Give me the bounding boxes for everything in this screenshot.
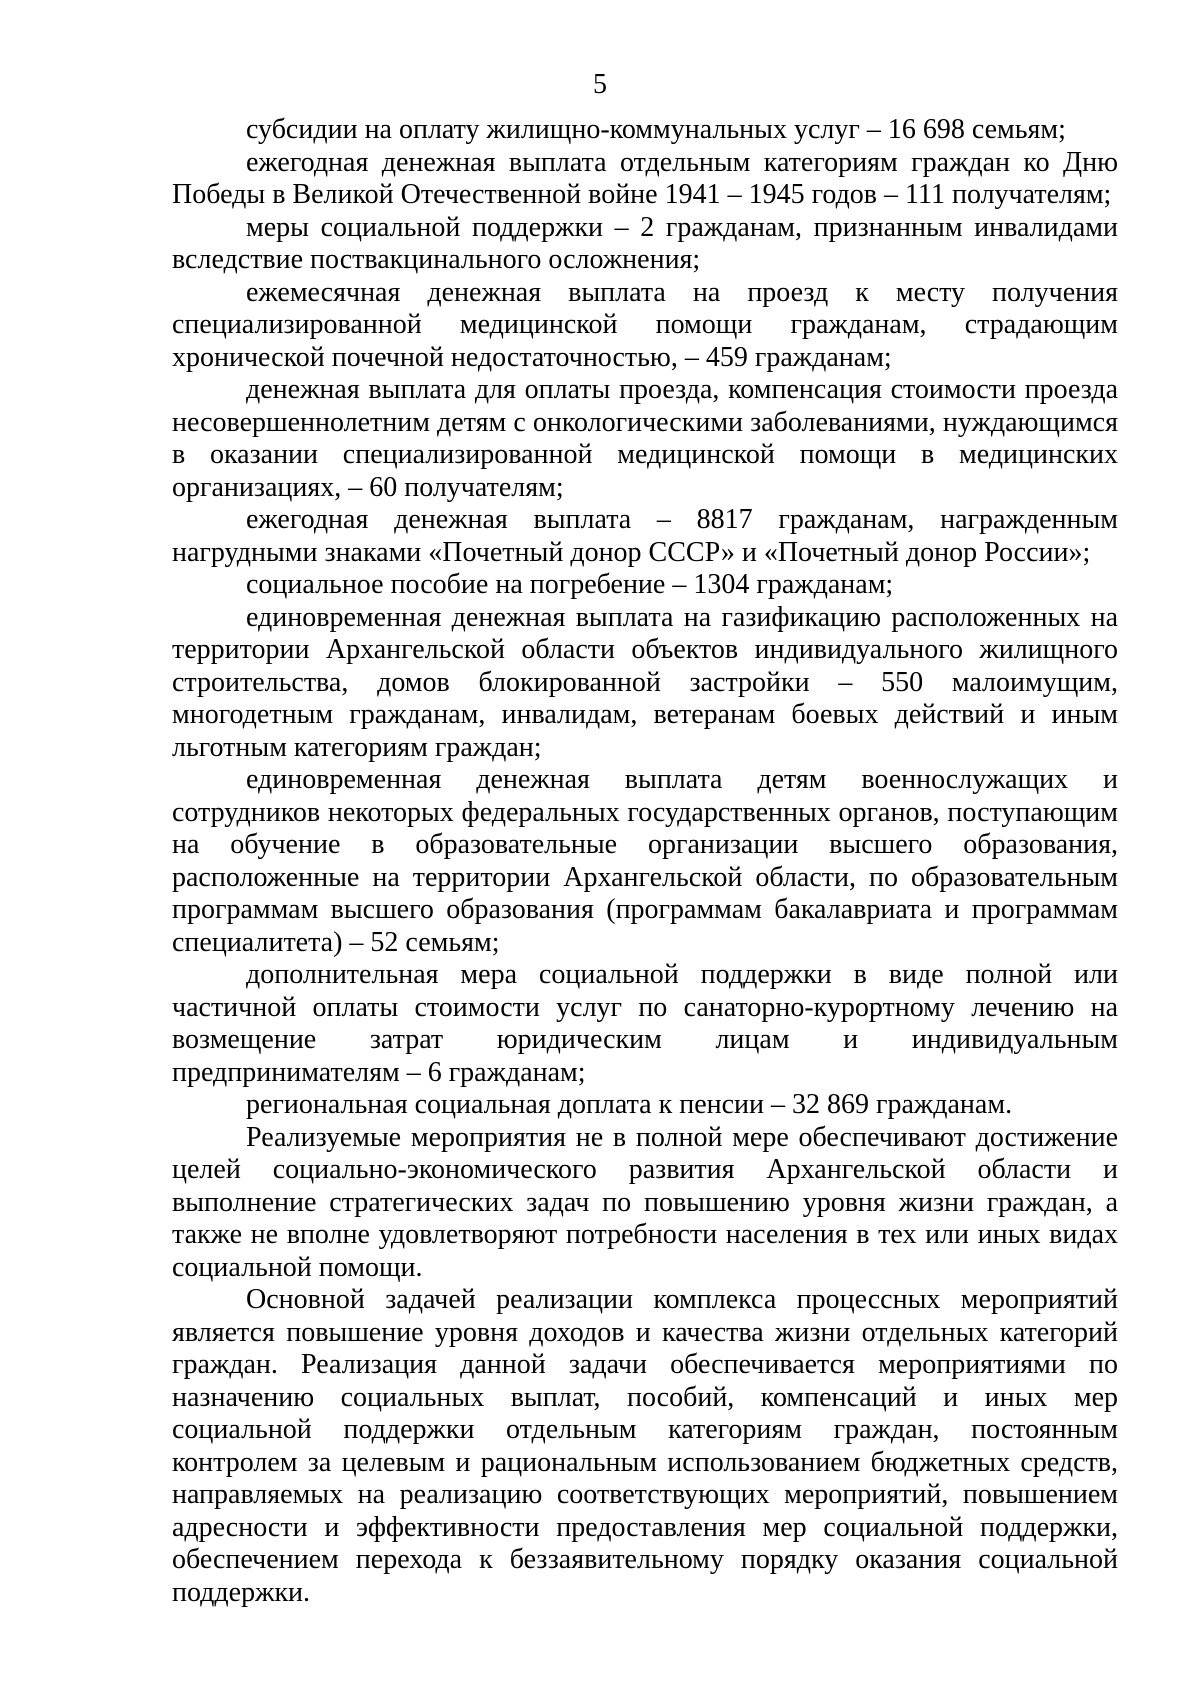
paragraph-military-children-education: единовременная денежная выплата детям военнослужащих и сотрудников некоторых федеральных государственных органов, поступающим на обучение в образовательные организации высшего образования, расположенные на территории Архангельской области, по образовательным программам высшего образования (программам бакалавриата и программам специалитета) – 52 семьям; bbox=[172, 764, 1118, 958]
paragraph-victory-day-payment: ежегодная денежная выплата отдельным категориям граждан ко Дню Победы в Великой Отечественной войне 1941 – 1945 годов – 111 получателям; bbox=[172, 146, 1118, 210]
paragraph-renal-travel-payment: ежемесячная денежная выплата на проезд к месту получения специализированной медицинской помощи гражданам, страдающим хронической почечной недостаточностью, – 459 гражданам; bbox=[172, 276, 1118, 373]
paragraph-oncology-children-travel: денежная выплата для оплаты проезда, компенсация стоимости проезда несовершеннолетним детям с онкологическими заболеваниями, нуждающимся в оказании специализированной медицинской помощи в медицинских организациях, – 60 получателям; bbox=[172, 374, 1118, 503]
paragraph-burial-allowance: социальное пособие на погребение – 1304 гражданам; bbox=[246, 569, 894, 600]
page-number: 5 bbox=[593, 69, 607, 100]
paragraph-main-objective: Основной задачей реализации комплекса процессных мероприятий является повышение уровня доходов и качества жизни отдельных категорий граждан. Реализация данной задачи обеспечивается мероприятиями по назначению социальных выплат, пособий, компенсаций и иных мер социальной поддержки отдельным категориям граждан, постоянным контролем за целевым и рациональным использованием бюджетных средств, направляемых на реализацию соответствующих мероприятий, повышением адресности и эффективности предоставления мер социальной поддержки, обеспечением перехода к беззаявительному порядку оказания социальной поддержки. bbox=[172, 1284, 1118, 1608]
paragraph-honorary-donor-payment: ежегодная денежная выплата – 8817 гражданам, награжденным нагрудными знаками «Почетный донор СССР» и «Почетный донор России»; bbox=[172, 504, 1118, 568]
paragraph-post-vaccination-support: меры социальной поддержки – 2 гражданам, признанным инвалидами вследствие поствакцинального осложнения; bbox=[172, 211, 1118, 275]
paragraph-sanatorium-support: дополнительная мера социальной поддержки в виде полной или частичной оплаты стоимости услуг по санаторно-курортному лечению на возмещение затрат юридическим лицам и индивидуальным предпринимателям – 6 гражданам; bbox=[172, 959, 1118, 1088]
paragraph-housing-subsidies: субсидии на оплату жилищно-коммунальных услуг – 16 698 семьям; bbox=[246, 114, 1066, 145]
paragraph-gasification-payment: единовременная денежная выплата на газификацию расположенных на территории Архангельской области объектов индивидуального жилищного строительства, домов блокированной застройки – 550 малоимущим, многодетным гражданам, инвалидам, ветеранам боевых действий и иным льготным категориям граждан; bbox=[172, 601, 1118, 763]
paragraph-measures-assessment: Реализуемые мероприятия не в полной мере обеспечивают достижение целей социально-экономического развития Архангельской области и выполнение стратегических задач по повышению уровня жизни граждан, а также не вполне удовлетворяют потребности населения в тех или иных видах социальной помощи. bbox=[172, 1121, 1118, 1283]
document-body bbox=[172, 114, 1118, 1609]
paragraph-pension-supplement: региональная социальная доплата к пенсии – 32 869 гражданам. bbox=[246, 1089, 1013, 1120]
